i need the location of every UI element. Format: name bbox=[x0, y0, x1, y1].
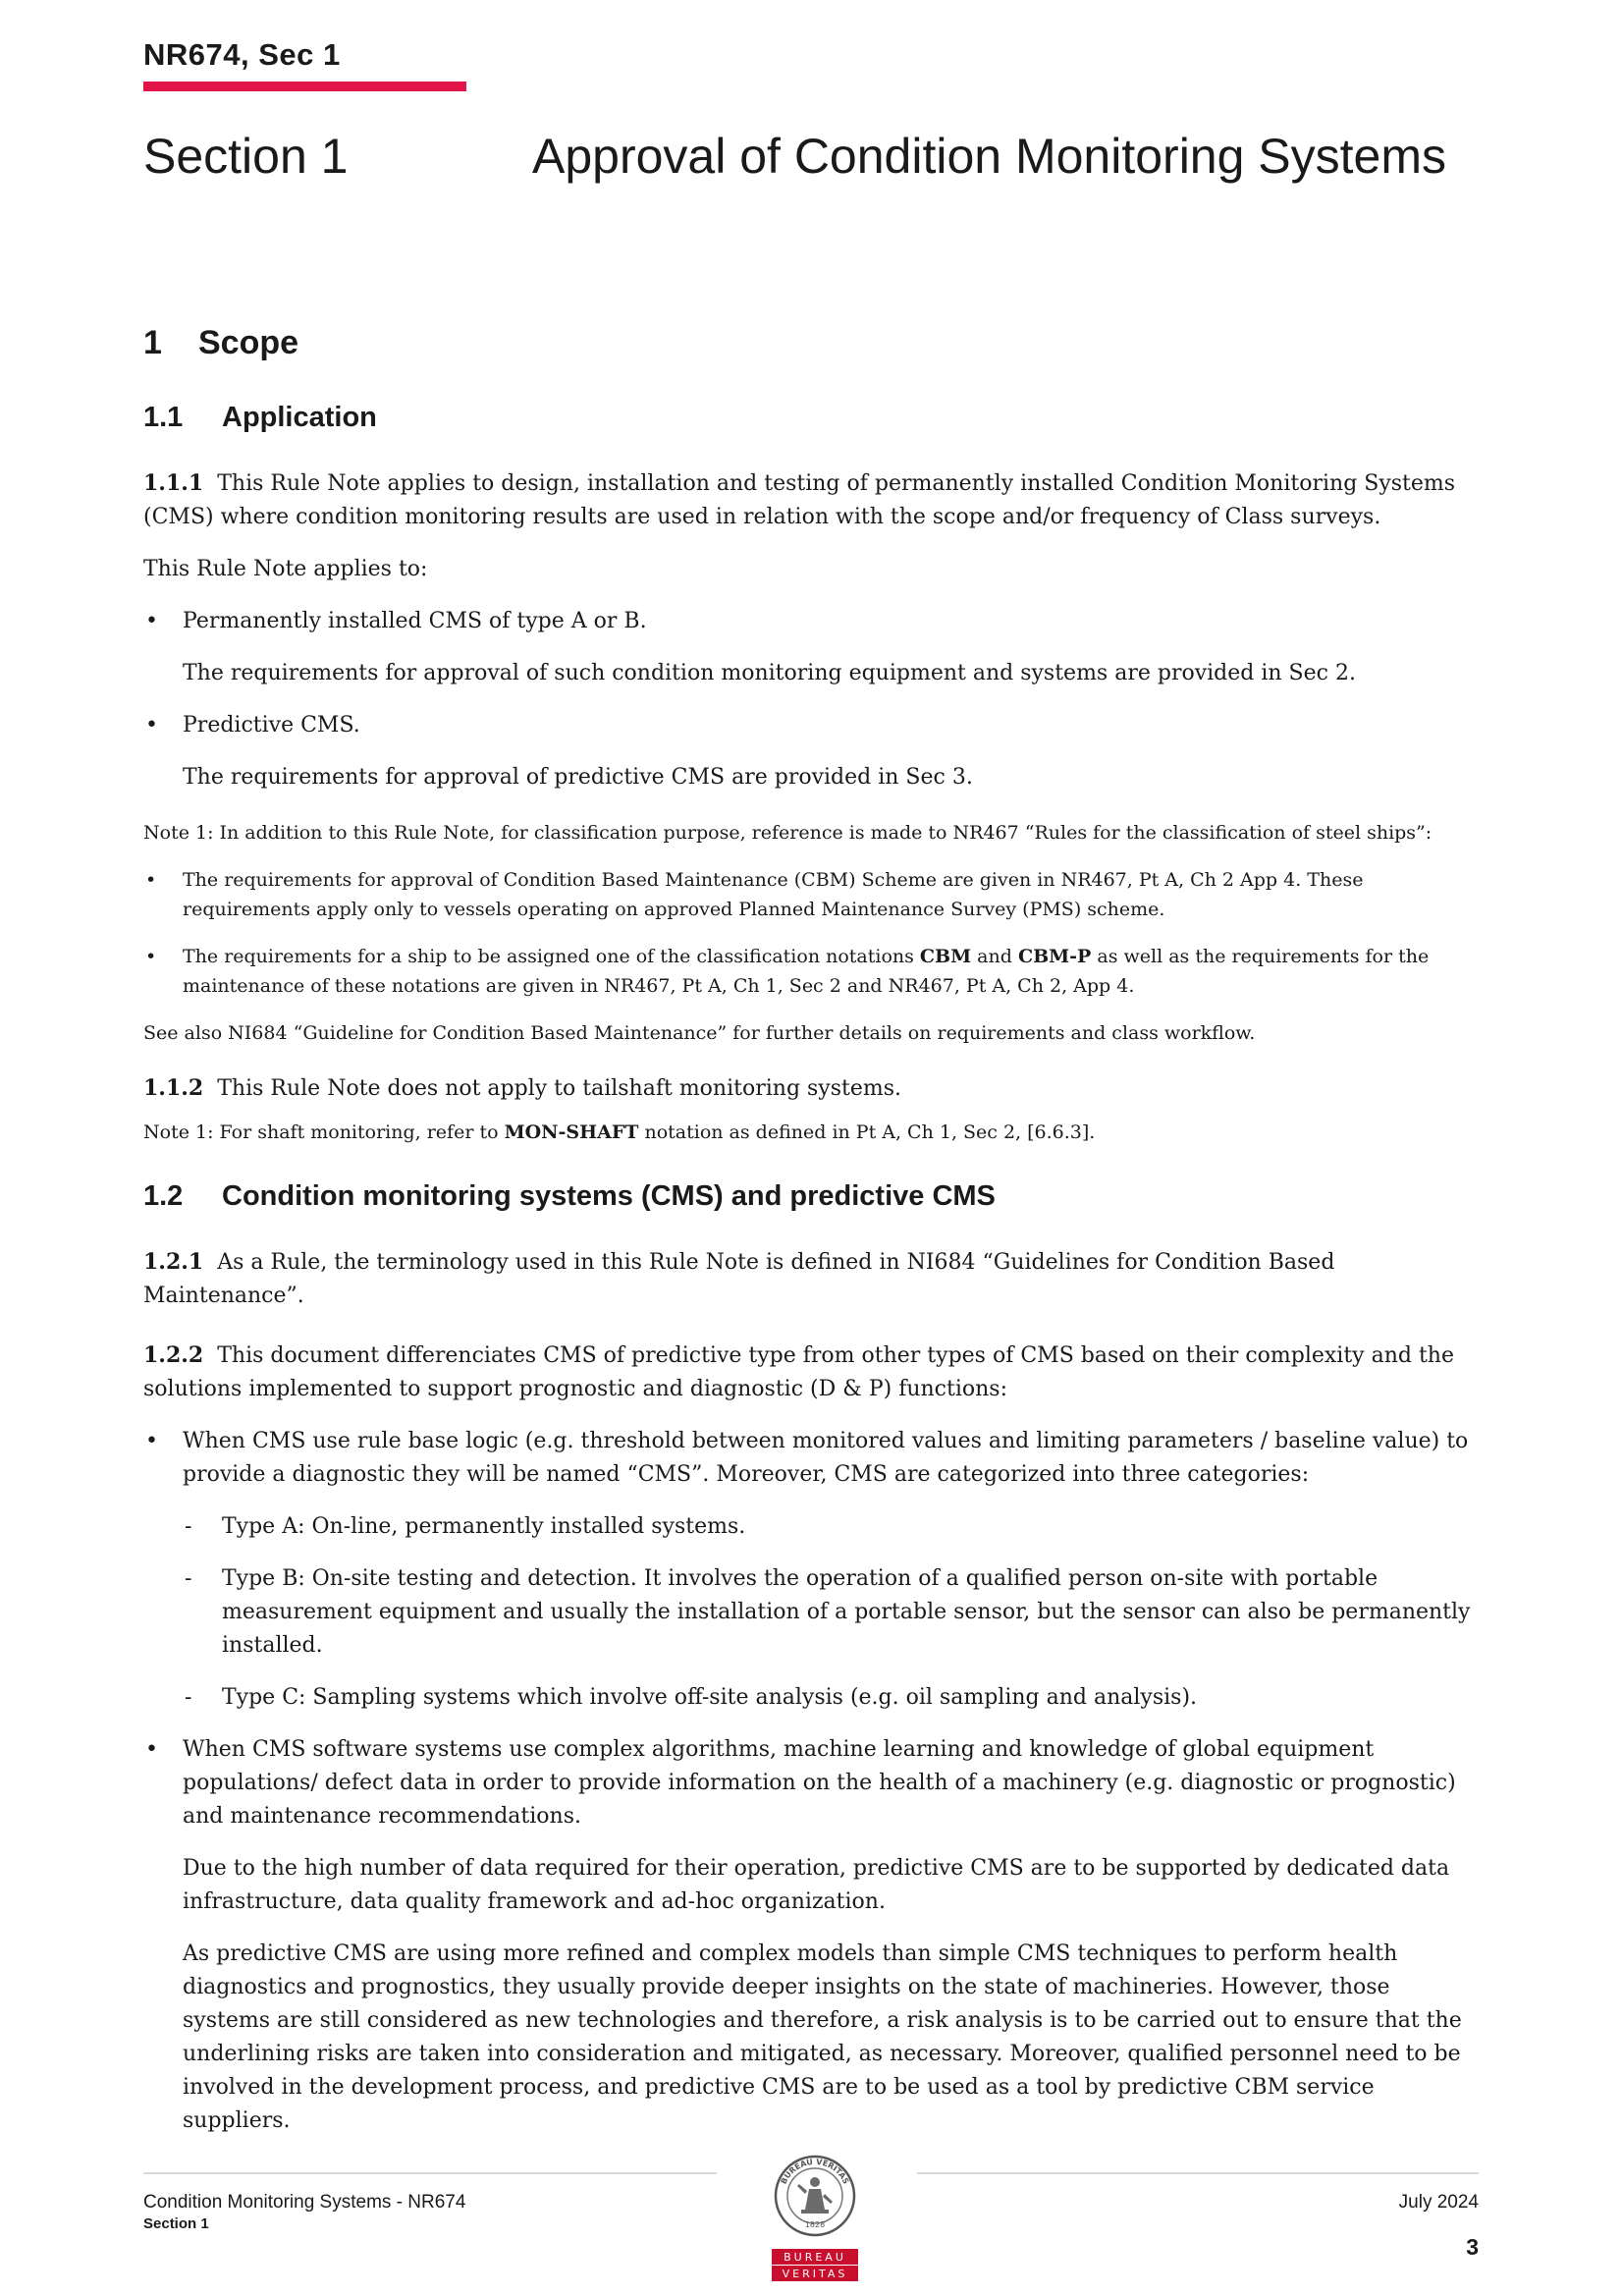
note-shaft: Note 1: For shaft monitoring, refer to MON-SHAFT notation as defined in Pt A, Ch 1, Sec 2, [6.6.3]. bbox=[143, 1121, 1096, 1143]
note-bullet: • The requirements for approval of Condition Based Maintenance (CBM) Scheme are given in NR467, Pt A, Ch 2 App 4. These requirements apply only to vessels operating on approved Planned Maintenance Survey (PMS) scheme. bbox=[145, 869, 1364, 920]
applies-to-intro: This Rule Note applies to: bbox=[143, 557, 428, 581]
document-reference: NR674, Sec 1 bbox=[143, 37, 341, 72]
bullet-detail: The requirements for approval of such condition monitoring equipment and systems are provided in Sec 2. bbox=[183, 661, 1356, 685]
page-number: 3 bbox=[1466, 2234, 1479, 2260]
dash-item: - Type A: On-line, permanently installed systems. bbox=[185, 1514, 746, 1539]
bullet-detail: The requirements for approval of predictive CMS are provided in Sec 3. bbox=[183, 765, 973, 790]
bullet-detail: As predictive CMS are using more refined and complex models than simple CMS techniques to perform health diagnostics and prognostics, they usually provide deeper insights on the state of machineries. However, those systems are still considered as new technologies and therefore, a risk analysis is to be carried out to ensure that the underlining risks are taken into consideration and mitigated, as necessary. Moreover, qualified personnel need to be involved in the development process, and predictive CMS are to be used as a tool by predictive CBM service suppliers. bbox=[183, 1941, 1462, 2133]
footer-rule-right bbox=[917, 2172, 1479, 2174]
heading-cms: 1.2 Condition monitoring systems (CMS) and predictive CMS bbox=[143, 1180, 996, 1212]
bullet-detail: Due to the high number of data required for their operation, predictive CMS are to be supported by dedicated data infrastructure, data quality framework and ad-hoc organization. bbox=[183, 1856, 1450, 1914]
paragraph-1-2-2: 1.2.2 This document differenciates CMS of predictive type from other types of CMS based on their complexity and the solutions implemented to support prognostic and diagnostic (D & P) functions: bbox=[143, 1342, 1454, 1401]
logo-ring-text: BUREAU VERITAS bbox=[779, 2157, 851, 2186]
dash-item: - Type B: On-site testing and detection. It involves the operation of a qualified person on-site with portable measurement equipment and usually the installation of a portable sensor, but the sensor can also be permanently installed. bbox=[185, 1566, 1471, 1658]
logo-text-bureau: BUREAU bbox=[784, 2251, 846, 2264]
logo-text-veritas: VERITAS bbox=[782, 2268, 848, 2280]
header-accent-bar bbox=[143, 82, 466, 91]
footer-section: Section 1 bbox=[143, 2215, 209, 2232]
heading-scope: 1 Scope bbox=[143, 324, 299, 361]
paragraph-1-1-1: 1.1.1 This Rule Note applies to design, installation and testing of permanently installed Condition Monitoring Systems (CMS) where condition monitoring results are used in relation with the scope and/or frequency of Class surveys. bbox=[143, 470, 1456, 529]
bullet-item: • Predictive CMS. bbox=[145, 713, 360, 738]
paragraph-1-2-1: 1.2.1 As a Rule, the terminology used in this Rule Note is defined in NI684 “Guidelines for Condition Based Maintenance”. bbox=[143, 1249, 1335, 1308]
logo-year: 1828 bbox=[804, 2220, 826, 2229]
bullet-item: • When CMS software systems use complex algorithms, machine learning and knowledge of global equipment populations/ defect data in order to provide information on the health of a machinery (e.g. diagnostic or prognostic) and maintenance recommendations. bbox=[145, 1737, 1456, 1829]
heading-application: 1.1 Application bbox=[143, 402, 377, 433]
footer-rule-left bbox=[143, 2172, 717, 2174]
page-body bbox=[143, 324, 1484, 2157]
paragraph-1-1-2: 1.1.2 This Rule Note does not apply to tailshaft monitoring systems. bbox=[143, 1075, 902, 1101]
note-see-also: See also NI684 “Guideline for Condition Based Maintenance” for further details on requirements and class workflow. bbox=[143, 1022, 1256, 1044]
dash-item: - Type C: Sampling systems which involve off-site analysis (e.g. oil sampling and analysis). bbox=[185, 1685, 1198, 1710]
note-classification: Note 1: In addition to this Rule Note, for classification purpose, reference is made to NR467 “Rules for the classification of steel ships”: bbox=[143, 822, 1433, 844]
bullet-item: • When CMS use rule base logic (e.g. threshold between monitored values and limiting parameters / baseline value) to provide a diagnostic they will be named “CMS”. Moreover, CMS are categorized into three categories: bbox=[145, 1429, 1469, 1487]
section-title: Approval of Condition Monitoring Systems bbox=[532, 129, 1447, 184]
bullet-item: • Permanently installed CMS of type A or B. bbox=[145, 609, 647, 633]
note-bullet: • The requirements for a ship to be assigned one of the classification notations CBM and CBM-P as well as the requirements for the maintenance of these notations are given in NR467, Pt A, Ch 1, Sec 2 and NR467, Pt A, Ch 2, App 4. bbox=[145, 946, 1430, 997]
footer-document-title: Condition Monitoring Systems - NR674 bbox=[143, 2192, 466, 2213]
footer-date: July 2024 bbox=[1398, 2192, 1479, 2213]
section-number: Section 1 bbox=[143, 129, 349, 184]
bureau-veritas-logo bbox=[766, 2145, 864, 2284]
